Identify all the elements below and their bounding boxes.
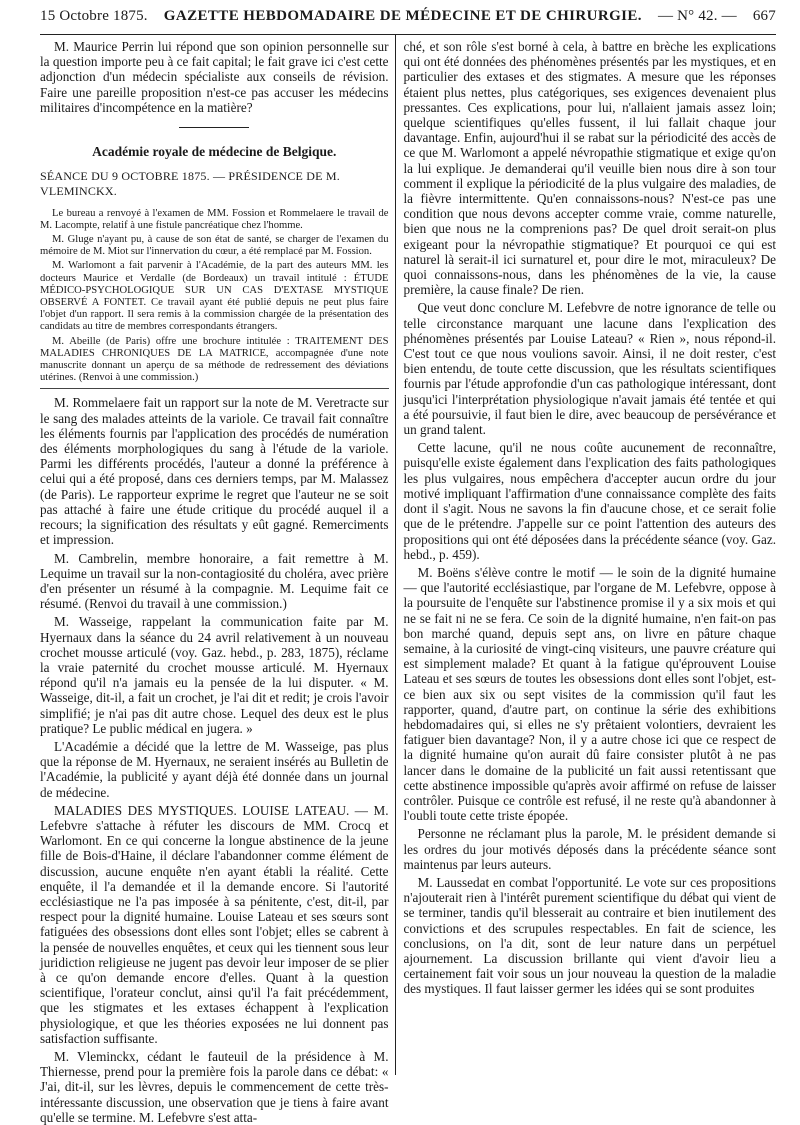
columns: [40, 35, 776, 1125]
running-header: [40, 8, 776, 30]
header-date: 15 Octobre 1875.: [40, 8, 148, 24]
paragraph: M. Boëns s'élève contre le motif — le soin de la dignité humaine — que l'autorité ecclésiastique, par l'organe de M. Lefebvre, oppose à la poursuite de l'enquête sur l'abstinence promise il y a six mois et qui ne se fait ni ne se fera. Ce soin de la dignité humaine, n'en fait-on pas bon marché quand, depuis sept ans, on livre en pâture chaque semaine, à la curiosité de vingt-cinq visiteurs, une pauvre créature qui est simplement malade? Et quant à la fatigue qu'éprouvent Louise Lateau et ses sœurs de toutes les obsessions dont elles sont l'objet, est-ce bien aux six ou sept visites de la commission qu'il faut les rapporter, quand, d'autre part, on continue la série des exhibitions hebdomadaires qui, si elles ne s'y prêtaient volontiers, devraient les fatiguer bien davantage? Non, il y a autre chose ici que ce respect de la dignité humaine qu'on aurait dû faire consister plutôt à ne pas lancer dans le domaine de la publicité un fait aussi retentissant que cette abstinence impossible qu'après avoir affirmé on refuse de laisser contrôler. Puisque ce contrôle est refusé, il ne reste qu'à abandonner à l'oubli toute cette triste épopée.: [403, 564, 776, 824]
paragraph: M. Rommelaere fait un rapport sur la note de M. Veretracte sur le sang des malades atteints de la variole. Ce travail fait connaître les éléments fournis par l'application des procédés de numération des éléments morphologiques du sang à l'étude de la variole. Parmi les différents procédés, l'auteur a donné la préférence à celui qui a été proposé, dans ces derniers temps, par M. Malassez (de Paris). Le rapporteur exprime le regret que l'auteur ne se soit pas attaché à faire une étude critique du procédé auquel il a recours; la signification des résultats y eût gagné. Remerciments et impression.: [40, 395, 389, 548]
left-column: [40, 35, 395, 1125]
paragraph: MALADIES DES MYSTIQUES. LOUISE LATEAU. — M. Lefebvre s'attache à réfuter les discours de MM. Crocq et Warlomont. En ce qui concerne la longue abstinence de la jeune fille de Bois-d'Haine, il déclare l'abandonner comme élément de discussion, aucune enquête n'en ayant établi la réalité. Cette enquête, il l'a demandée et il la demande encore. Si l'autorité ecclésiastique ne l'a pas imposée à sa pénitente, c'est, dit-il, par respect pour la dignité humaine. Louise Lateau et ses sœurs sont fatiguées des obsessions dont elles sont l'objet; elles se cabrent à la pensée de nouvelles enquêtes, et ceux qui les tiennent sous leur juridiction religieuse ne jugent pas devoir leur imposer de se plier à ce qu'on demande encore d'elles. Quant à la question scientifique, l'orateur conclut, ainsi qu'il l'a fait précédemment, que les stigmates et les extases échappent à l'explication physiologique, et que les théories exposées ne lui donnent pas satisfaction suffisante.: [40, 802, 389, 1046]
paragraph: Personne ne réclamant plus la parole, M. le président demande si les ordres du jour motivés déposés dans la précédente séance sont maintenus par leurs auteurs.: [403, 826, 776, 872]
paragraph: Cette lacune, qu'il ne nous coûte aucunement de reconnaître, puisqu'elle existe également dans l'explication des faits pathologiques les plus vulgaires, nous empêchera d'accepter aucun ordre du jour motivé impliquant l'affirmation d'une connaissance complète des faits dont il s'agit. Nous ne savons la fin d'aucune chose, et ce serait folie que de le prétendre. J'appelle sur ce point l'attention des auteurs des propositions qui ont été déposées dans la précédente séance (voy. Gaz. hebd., p. 459).: [403, 440, 776, 562]
divider: [40, 388, 389, 389]
section-title: Académie royale de médecine de Belgique.: [92, 144, 337, 160]
bureau-note: M. Abeille (de Paris) offre une brochure intitulée : TRAITEMENT DES MALADIES CHRONIQUES DE LA MATRICE, accompagnée d'une note manuscrite donnant un aperçu de sa méthode de redressement des déviations utérines. (Renvoi à une commission.): [40, 335, 389, 384]
page-number: 667: [752, 8, 776, 24]
paragraph: M. Vleminckx, cédant le fauteuil de la présidence à M. Thiernesse, prend pour la première fois la parole dans ce débat: « J'ai, dit-il, sur les lèvres, depuis le commencement de cette très-intéressante discussion, une observation que je tiens à faire avant qu'elle se termine. M. Lefebvre s'est atta-: [40, 1049, 389, 1125]
session-heading: SÉANCE DU 9 OCTOBRE 1875. — PRÉSIDENCE DE M. VLEMINCKX.: [40, 169, 340, 199]
paragraph: L'Académie a décidé que la lettre de M. Wasseige, pas plus que la réponse de M. Hyernaux, ne seraient insérés au Bulletin de l'Académie, la publicité y ayant déjà été donnée dans un journal de médecine.: [40, 738, 389, 800]
paragraph: M. Cambrelin, membre honoraire, a fait remettre à M. Lequime un travail sur la non-contagiosité du choléra, avec prière d'en présenter un résumé à la compagnie. M. Lequime fait ce résumé. (Renvoi du travail à une commission.): [40, 550, 389, 612]
paragraph: M. Laussedat en combat l'opportunité. Le vote sur ces propositions n'ajouterait rien à l'intérêt purement scientifique du débat qui vient de se terminer, tandis qu'il blesserait au contraire et bien inutilement des convictions et des scrupules respectables. En fait de science, les conclusions, on l'a dit, sont de leur nature dans un perpétuel ajournement. La discussion brillante qui vient d'avoir lieu a certainement fait voir sous un jour nouveau la question de la maladie des mystiques. Il faut laisser germer les idées qui se sont produites: [403, 874, 776, 997]
bureau-note: M. Warlomont a fait parvenir à l'Académie, de la part des auteurs MM. les docteurs Maurice et Verdalle (de Bordeaux) un travail intitulé : ÉTUDE MÉDICO-PSYCHOLOGIQUE SUR UN CAS D'EXTASE MYSTIQUE OBSERVÉ A FONTET. Ce travail ayant été publié depuis ne peut plus faire l'objet d'un rapport. Il sera remis à la commission chargée de la présentation des candidats au titre de membres correspondants étrangers.: [40, 260, 389, 333]
paragraph: M. Wasseige, rappelant la communication faite par M. Hyernaux dans la séance du 24 avril relativement à un nouveau crochet mousse articulé (voy. Gaz. hebd., p. 283, 1875), réclame la vraie paternité du crochet mousse articulé. M. Hyernaux répond qu'il n'a jamais eu la pensée de la lui disputer. « M. Wasseige, dit-il, a fait un crochet, je l'ai dit et redit; je crois l'avoir simplifié; je n'ai pas dit autre chose. Lequel des deux est le plus pratique? Le public médical en jugera. »: [40, 614, 389, 736]
paragraph: ché, et son rôle s'est borné à cela, à battre en brèche les explications qui ont été données des phénomènes présentés par les mystiques, et en particulier des extases et des stigmates. A mesure que les réponses étaient plus nettes, plus catégoriques, ses exigences devenaient plus pressantes. Ces explications, pour lui, n'allaient jamais assez loin; quelque scientifiques qu'elles fussent, il lui fallait chaque jour davantage. Enfin, aujourd'hui il se rabat sur la périodicité des accès de ce que M. Warlomont a appelé névropathie stigmatique et exige qu'on la lui explique. Je demanderai qu'il veuille bien nous dire à son tour comment il explique la périodicité de la plus vulgaire des maladies, de la fièvre intermittente. Qu'en connaissons-nous? N'est-ce pas une condition que nous devons accepter comme vraie, comme naturelle, bien que nous ne la comprenions pas? De quel droit serait-on plus exigeant pour la névropathie stigmatique? Et pourquoi ce qui est naturel là serait-il ici surnaturel et, pour dire le mot, miraculeux? De quoi connaissons-nous, dans les phénomènes de la vie, la cause première, la cause finale? De rien.: [403, 39, 776, 298]
paragraph: Que veut donc conclure M. Lefebvre de notre ignorance de telle ou telle circonstance marquant une lacune dans l'explication des phénomènes présentés par Louise Lateau? « Rien », nous répond-il. C'est tout ce que nous voulions savoir. Ainsi, il ne doit rester, c'est bien entendu, de toute cette discussion, que les résultats scientifiques fournis par l'étude approfondie d'un cas pathologique intéressant, dont jusqu'ici l'interprétation physiologique n'avait jamais été tentée et qui a été poursuivie, il faut bien le dire, avec beaucoup de persévérance et un grand talent.: [403, 300, 776, 438]
bureau-note: Le bureau a renvoyé à l'examen de MM. Fossion et Rommelaere le travail de M. Lacompte, relatif à une fistule pancréatique chez l'homme.: [40, 207, 389, 231]
right-column: [396, 35, 776, 1075]
section-divider: [179, 127, 249, 128]
bureau-note: M. Gluge n'ayant pu, à cause de son état de santé, se charger de l'examen du mémoire de M. Miot sur l'innervation du cœur, a été remplacé par M. Fossion.: [40, 234, 389, 258]
issue-number: — N° 42. —: [657, 8, 737, 24]
header-title: GAZETTE HEBDOMADAIRE DE MÉDECINE ET DE CHIRURGIE.: [163, 8, 642, 24]
paragraph: M. Maurice Perrin lui répond que son opinion personnelle sur la question importe peu à ce fait capital; le fait grave ici c'est cette adjonction d'un médecin spécialiste aux conseils de révision. Faire une pareille proposition n'est-ce pas accuser les médecins militaires d'incompétence en la matière?: [40, 39, 389, 115]
